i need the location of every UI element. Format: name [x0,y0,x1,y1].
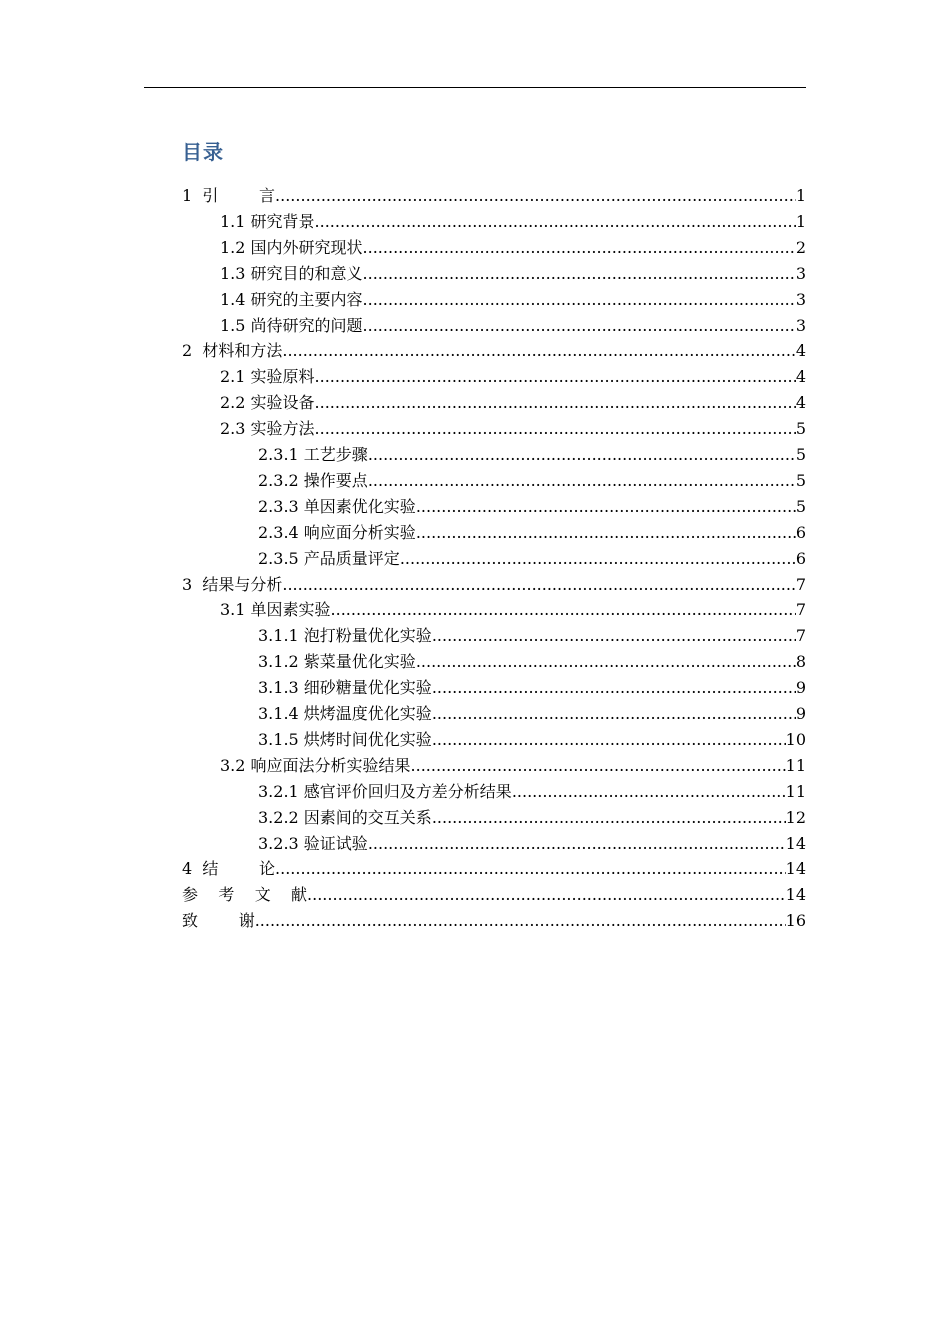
toc-dot-leader [307,882,786,908]
toc-entry[interactable] [258,520,806,546]
toc-entry-label: 2.3.4 响应面分析实验 [258,523,416,542]
toc-entry-label: 3.2.3 验证试验 [258,834,368,853]
toc-entry-page-number: 2 [795,238,806,257]
toc-entry[interactable] [220,390,806,416]
toc-dot-leader [282,338,795,364]
header-rule [144,87,806,88]
toc-entry-page-number: 9 [795,678,806,697]
toc-entry-page-number: 6 [795,523,806,542]
toc-entry[interactable] [258,442,806,468]
toc-dot-leader [368,831,786,857]
toc-entry-page-number: 1 [795,212,806,231]
toc-entry-page-number: 5 [795,445,806,464]
toc-entry[interactable] [258,779,806,805]
toc-entry-label: 1 引 言 [182,186,276,205]
toc-entry-label: 3.2 响应面法分析实验结果 [220,756,411,775]
toc-entry[interactable] [220,416,806,442]
toc-entry-page-number: 4 [795,393,806,412]
toc-dot-leader [315,390,796,416]
toc-entry[interactable] [258,546,806,572]
toc-entry[interactable] [258,468,806,494]
toc-dot-leader [368,442,796,468]
toc-entry-label: 2 材料和方法 [182,341,283,360]
toc-dot-leader [432,623,796,649]
toc-entry-page-number: 16 [785,911,806,930]
toc-dot-leader [255,908,786,934]
toc-dot-leader [363,287,796,313]
toc-entry-label: 3 结果与分析 [182,575,283,594]
toc-dot-leader [368,468,796,494]
toc-entry-label: 3.2.2 因素间的交互关系 [258,808,432,827]
toc-entry[interactable] [220,597,806,623]
toc-entry-label: 致 谢 [182,911,255,930]
toc-entry-page-number: 14 [785,859,806,878]
toc-dot-leader [275,856,786,882]
toc-entry-label: 2.3.1 工艺步骤 [258,445,368,464]
toc-dot-leader [411,753,786,779]
toc-entry-page-number: 6 [795,549,806,568]
toc-entry[interactable] [182,338,806,364]
toc-entry-page-number: 11 [785,756,806,775]
toc-entry-page-number: 14 [785,834,806,853]
toc-dot-leader [400,546,796,572]
toc-dot-leader [416,494,796,520]
toc-entry-label: 2.2 实验设备 [220,393,315,412]
toc-entry-page-number: 1 [795,186,806,205]
toc-dot-leader [275,183,796,209]
toc-entry-page-number: 7 [795,626,806,645]
toc-dot-leader [315,416,796,442]
toc-entry-label: 2.3.5 产品质量评定 [258,549,400,568]
toc-dot-leader [432,675,796,701]
toc-entry[interactable] [182,882,806,908]
toc-entry[interactable] [258,701,806,727]
toc-entry-label: 3.1.4 烘烤温度优化实验 [258,704,432,723]
toc-entry-page-number: 5 [795,471,806,490]
toc-dot-leader [432,727,786,753]
toc-dot-leader [363,235,796,261]
toc-title: 目录 [182,140,224,164]
toc-entry-page-number: 5 [795,497,806,516]
toc-entry[interactable] [258,727,806,753]
toc-entry[interactable] [220,287,806,313]
toc-entry[interactable] [220,364,806,390]
toc-dot-leader [282,572,795,598]
toc-entry-page-number: 10 [785,730,806,749]
toc-dot-leader [512,779,786,805]
toc-entry[interactable] [258,805,806,831]
toc-entry[interactable] [182,183,806,209]
toc-entry-label: 2.1 实验原料 [220,367,315,386]
toc-entry-label: 4 结 论 [182,859,276,878]
toc-entry-label: 1.2 国内外研究现状 [220,238,363,257]
toc-entry-page-number: 8 [795,652,806,671]
toc-entry[interactable] [258,623,806,649]
toc-entry-label: 1.5 尚待研究的问题 [220,316,363,335]
toc-dot-leader [315,364,796,390]
toc-dot-leader [432,701,796,727]
toc-entry-page-number: 12 [785,808,806,827]
toc-entry[interactable] [220,753,806,779]
toc-entry-page-number: 4 [795,341,806,360]
toc-entry-page-number: 3 [795,264,806,283]
toc-entry-label: 3.1 单因素实验 [220,600,331,619]
toc-entry-label: 1.1 研究背景 [220,212,315,231]
toc-entry[interactable] [258,494,806,520]
toc-entry-page-number: 5 [795,419,806,438]
toc-entry[interactable] [258,831,806,857]
toc-entry-label: 1.4 研究的主要内容 [220,290,363,309]
toc-entry-page-number: 14 [785,885,806,904]
toc-entry-label: 2.3 实验方法 [220,419,315,438]
toc-entry-page-number: 7 [795,600,806,619]
toc-dot-leader [331,597,796,623]
toc-dot-leader [363,261,796,287]
toc-entry[interactable] [220,313,806,339]
toc-entry-label: 2.3.2 操作要点 [258,471,368,490]
toc-entry-label: 参 考 文 献 [182,885,308,904]
toc-entry-page-number: 3 [795,290,806,309]
toc-dot-leader [416,520,796,546]
toc-entry[interactable] [258,649,806,675]
toc-dot-leader [432,805,786,831]
toc-entry-label: 3.1.5 烘烤时间优化实验 [258,730,432,749]
toc-entry-page-number: 4 [795,367,806,386]
toc-entry-label: 3.1.3 细砂糖量优化实验 [258,678,432,697]
toc-entry-page-number: 3 [795,316,806,335]
toc-dot-leader [363,313,796,339]
toc-entry-page-number: 9 [795,704,806,723]
toc-entry-label: 3.2.1 感官评价回归及方差分析结果 [258,782,512,801]
toc-dot-leader [315,209,796,235]
toc-entry-page-number: 11 [785,782,806,801]
toc-entry-page-number: 7 [795,575,806,594]
toc-dot-leader [416,649,796,675]
toc-entry-label: 1.3 研究目的和意义 [220,264,363,283]
toc-entry[interactable] [182,908,806,934]
toc-entry-label: 3.1.1 泡打粉量优化实验 [258,626,432,645]
toc-entry[interactable] [182,856,806,882]
toc-entry[interactable] [220,261,806,287]
toc-entry[interactable] [258,675,806,701]
toc-entry[interactable] [220,209,806,235]
toc-entry-label: 3.1.2 紫菜量优化实验 [258,652,416,671]
toc-entry-label: 2.3.3 单因素优化实验 [258,497,416,516]
toc-entry[interactable] [220,235,806,261]
toc-entry[interactable] [182,572,806,598]
